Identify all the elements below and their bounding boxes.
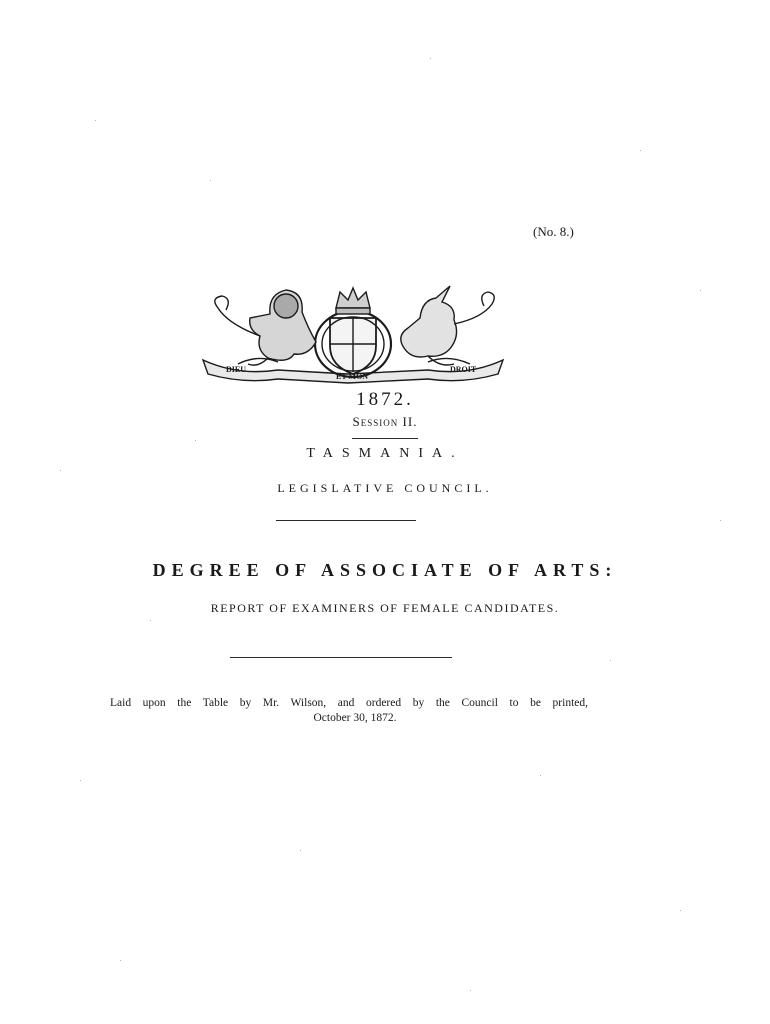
speck [720, 520, 721, 521]
report-subtitle: REPORT OF EXAMINERS OF FEMALE CANDIDATES. [210, 601, 560, 615]
speck [610, 660, 611, 661]
legislative-council-heading: LEGISLATIVE COUNCIL. [277, 481, 493, 495]
motto-left: DIEU [226, 365, 247, 374]
speck [540, 775, 541, 776]
speck [300, 850, 301, 851]
motto-right: DROIT [450, 365, 477, 374]
speck [120, 960, 121, 961]
speck [80, 780, 81, 781]
colony-name: TASMANIA. [306, 446, 464, 461]
report-title: DEGREE OF ASSOCIATE OF ARTS: [152, 560, 618, 580]
motto-center: ET MON [336, 372, 369, 381]
report-year: 1872. [356, 389, 414, 410]
speck [430, 58, 431, 59]
speck [195, 440, 196, 441]
speck [640, 150, 641, 151]
session-label: Session II. [352, 414, 418, 429]
speck [60, 470, 61, 471]
divider-medium [276, 520, 416, 521]
laid-upon-table-line: Laid upon the Table by Mr. Wilson, and ordered by the Council to be printed, [110, 697, 588, 709]
print-order-date: October 30, 1872. [313, 712, 397, 724]
speck [95, 120, 96, 121]
document-number: (No. 8.) [533, 224, 574, 239]
speck [470, 990, 471, 991]
speck [150, 620, 151, 621]
speck [680, 910, 681, 911]
divider-long [230, 657, 452, 658]
speck [700, 290, 701, 291]
speck [210, 180, 211, 181]
divider-short [352, 438, 418, 439]
royal-coat-of-arms-icon [198, 284, 508, 384]
